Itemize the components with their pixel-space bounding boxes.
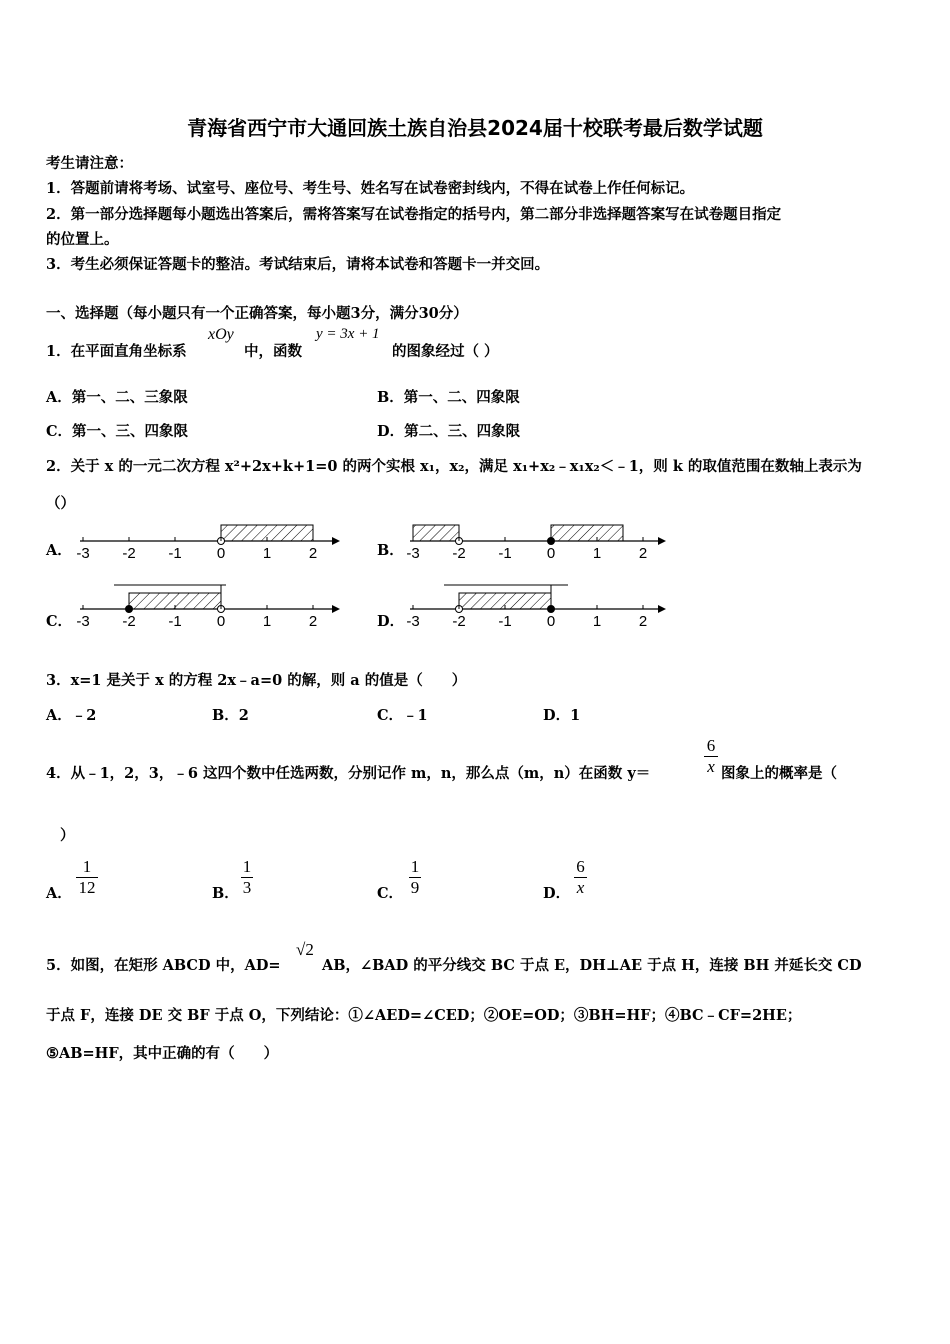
- q2-number-lines: [0, 0, 950, 650]
- q5-stem-pre: 5．如图，在矩形 ABCD 中，AD=: [46, 957, 281, 974]
- notice-item-3: 3．考生必须保证答题卡的整洁。考试结束后，请将本试卷和答题卡一并交回。: [46, 256, 550, 273]
- q4-option-d-label: D．: [543, 885, 571, 902]
- notice-heading: 考生请注意：: [46, 155, 133, 172]
- tick-label-c: 0: [216, 613, 226, 630]
- tick-label-c: 1: [262, 613, 272, 630]
- q4-option-a-num: 1: [82, 857, 92, 876]
- q5-stem-line2: 于点 F，连接 DE 交 BF 于点 O，下列结论：①∠AED=∠CED；②OE=OD；③BH=HF；④BC﹣CF=2HE；: [46, 1007, 802, 1024]
- tick-label-b: -3: [406, 545, 420, 562]
- q1-stem-pre: 1．在平面直角坐标系: [46, 343, 187, 360]
- tick-label-c: -1: [168, 613, 182, 630]
- q1-stem-mid: 中，函数: [244, 343, 302, 360]
- tick-label-d: 2: [638, 613, 648, 630]
- q4-option-c-label: C．: [377, 885, 404, 902]
- tick-label-b: 2: [638, 545, 648, 562]
- q4-option-c-fraction: [409, 857, 421, 898]
- q4-option-d-den: x: [576, 878, 585, 897]
- q2-option-c-label: C．: [46, 613, 73, 630]
- q4-option-a-fraction: [76, 857, 98, 898]
- q2-option-a-label: A．: [46, 542, 72, 559]
- q1-stem-post: 的图象经过（ ）: [392, 343, 499, 360]
- number-line-a: [80, 525, 340, 545]
- q4-fraction-numerator: 6: [706, 736, 716, 755]
- q5-stem-line3: ⑤AB=HF，其中正确的有（ ）: [46, 1045, 279, 1062]
- page-title: 青海省西宁市大通回族土族自治县2024届十校联考最后数学试题: [187, 116, 763, 140]
- tick-label-d: -3: [406, 613, 420, 630]
- q5-stem-post: AB，∠BAD 的平分线交 BC 于点 E，DH⊥AE 于点 H，连接 BH 并延长交 CD: [322, 957, 862, 974]
- q4-stem-close: ）: [60, 827, 75, 844]
- q4-option-c-den: 9: [410, 878, 420, 897]
- q4-option-c-num: 1: [410, 857, 420, 876]
- tick-label-d: 1: [592, 613, 602, 630]
- tick-label-c: -3: [76, 613, 90, 630]
- q3-option-c: C．﹣1: [377, 707, 428, 724]
- tick-label-a: -2: [122, 545, 136, 562]
- q4-option-b-den: 3: [242, 878, 252, 897]
- number-line-c: [80, 585, 340, 613]
- q2-stem-bracket: （）: [46, 495, 75, 512]
- q1-option-a: A．第一、二、三象限: [46, 389, 188, 406]
- q5-sqrt: √2: [296, 940, 314, 959]
- tick-label-c: 2: [308, 613, 318, 630]
- q2-option-b-label: B．: [377, 542, 404, 559]
- tick-label-b: 1: [592, 545, 602, 562]
- tick-label-b: -2: [452, 545, 466, 562]
- notice-item-2: 2．第一部分选择题每小题选出答案后，需将答案写在试卷指定的括号内，第二部分非选择题答案写在试卷题目指定: [46, 206, 782, 223]
- q4-option-b-fraction: [241, 857, 253, 898]
- q1-coord-system: xOy: [208, 326, 234, 343]
- number-line-b: [410, 525, 666, 545]
- q3-option-a: A．﹣2: [46, 707, 97, 724]
- q4-fraction: [704, 736, 718, 777]
- q3-stem: 3．x=1 是关于 x 的方程 2x﹣a=0 的解，则 a 的值是（ ）: [46, 672, 467, 689]
- q4-option-d-fraction: [574, 857, 587, 898]
- q2-option-d-label: D．: [377, 613, 405, 630]
- tick-label-a: -1: [168, 545, 182, 562]
- q4-option-d-num: 6: [576, 857, 585, 876]
- q4-option-a-den: 12: [78, 878, 96, 897]
- q4-fraction-denominator: x: [707, 757, 715, 776]
- tick-label-a: 0: [216, 545, 226, 562]
- tick-label-a: 2: [308, 545, 318, 562]
- q2-stem: 2．关于 x 的一元二次方程 x²+2x+k+1=0 的两个实根 x₁，x₂，满足 x₁+x₂﹣x₁x₂＜﹣1，则 k 的取值范围在数轴上表示为: [46, 458, 862, 475]
- q4-option-b-num: 1: [242, 857, 252, 876]
- q1-option-b: B．第一、二、四象限: [377, 389, 520, 406]
- notice-item-2-cont: 的位置上。: [46, 231, 119, 248]
- tick-label-c: -2: [122, 613, 136, 630]
- tick-label-d: -1: [498, 613, 512, 630]
- q4-option-b-label: B．: [212, 885, 239, 902]
- section-heading: 一、选择题（每小题只有一个正确答案，每小题3分，满分30分）: [46, 305, 468, 322]
- tick-label-b: 0: [546, 545, 556, 562]
- q3-option-b: B．2: [212, 707, 249, 724]
- q4-stem-tail: 图象上的概率是（: [721, 765, 837, 782]
- q3-option-d: D．1: [543, 707, 581, 724]
- tick-label-b: -1: [498, 545, 512, 562]
- q4-option-a-label: A．: [46, 885, 72, 902]
- tick-label-a: -3: [76, 545, 90, 562]
- tick-label-d: 0: [546, 613, 556, 630]
- q1-option-d: D．第二、三、四象限: [377, 423, 521, 440]
- tick-label-a: 1: [262, 545, 272, 562]
- q1-function: y = 3x + 1: [316, 326, 380, 342]
- q4-stem: 4．从﹣1，2，3，﹣6 这四个数中任选两数，分别记作 m，n，那么点（m，n）在函数 y＝: [46, 765, 651, 782]
- q1-option-c: C．第一、三、四象限: [46, 423, 189, 440]
- notice-item-1: 1．答题前请将考场、试室号、座位号、考生号、姓名写在试卷密封线内，不得在试卷上作任何标记。: [46, 180, 695, 197]
- number-line-d: [410, 585, 666, 613]
- tick-label-d: -2: [452, 613, 466, 630]
